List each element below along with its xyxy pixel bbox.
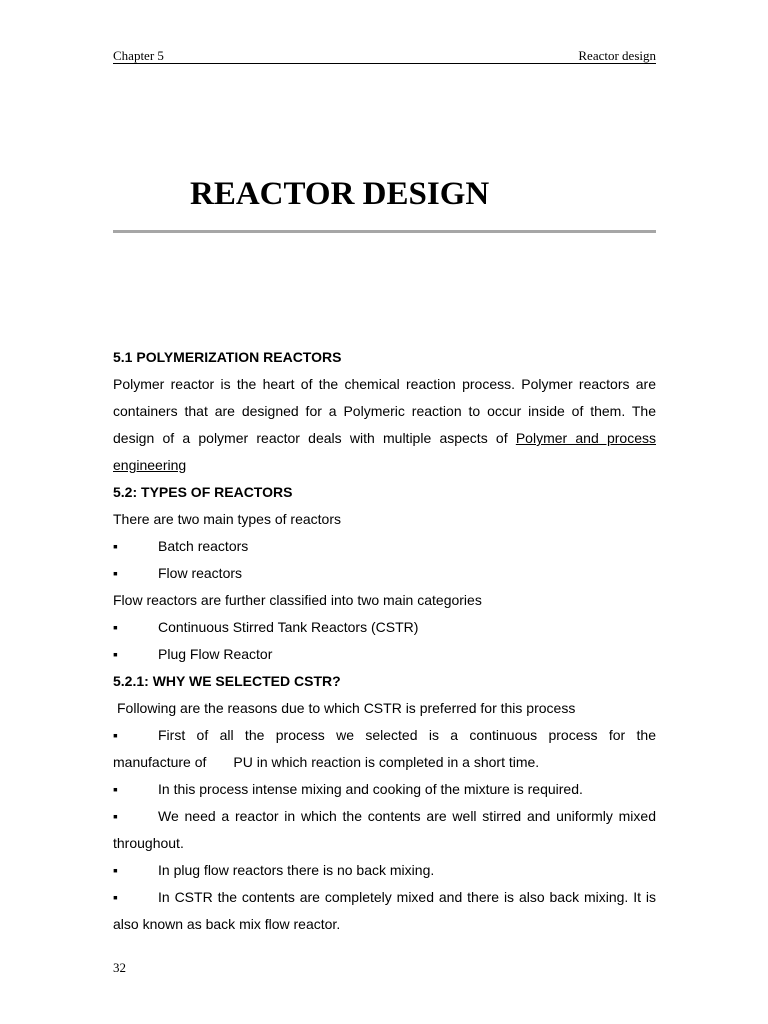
reason-item-1: [113, 722, 656, 776]
reason-item-3: [113, 803, 656, 857]
bullet-icon: ▪: [113, 538, 118, 554]
types-intro: There are two main types of reactors: [113, 511, 341, 527]
heading-5-2: 5.2: TYPES OF REACTORS: [113, 484, 293, 500]
list-item-text: Plug Flow Reactor: [158, 646, 273, 662]
reason-5-text: In CSTR the contents are completely mixed and there is also back mixing. It is also known as back mix flow reactor.: [113, 889, 656, 932]
list-item-cstr: [113, 614, 656, 641]
reason-1-line-2: [113, 749, 656, 776]
document-body: [113, 344, 656, 938]
reason-2-text: In this process intense mixing and cooking of the mixture is required.: [158, 781, 583, 797]
reason-3-text: We need a reactor in which the contents are well stirred and uniformly mixed throughout.: [113, 808, 656, 851]
page-title: REACTOR DESIGN: [190, 176, 490, 212]
title-divider: [113, 230, 656, 233]
list-item-flow-reactors: [113, 560, 656, 587]
bullet-icon: ▪: [113, 619, 118, 635]
reason-1-text-b1: manufacture of: [113, 754, 207, 770]
list-item-batch-reactors: [113, 533, 656, 560]
list-item-text: Batch reactors: [158, 538, 249, 554]
reason-1-text-a: First of all the process we selected is a continuous process for the: [158, 727, 656, 743]
paragraph-polymer-reactor: [113, 371, 656, 479]
heading-5-2-1: 5.2.1: WHY WE SELECTED CSTR?: [113, 673, 341, 689]
list-item-text: Flow reactors: [158, 565, 243, 581]
running-header: [113, 48, 656, 64]
reason-item-4: [113, 857, 656, 884]
heading-5-1: 5.1 POLYMERIZATION REACTORS: [113, 349, 342, 365]
bullet-icon: ▪: [113, 889, 118, 905]
list-item-plug-flow: [113, 641, 656, 668]
reason-item-2: [113, 776, 656, 803]
bullet-icon: ▪: [113, 781, 118, 797]
flow-intro: Flow reactors are further classified into two main categories: [113, 592, 482, 608]
bullet-icon: ▪: [113, 727, 118, 743]
paragraph-polymer-reactor-text: Polymer reactor is the heart of the chemical reaction process. Polymer reactors are containers that are designed for a Polymeric reaction to occur inside of them. The design of a polymer reactor deals with multiple aspects of: [113, 376, 656, 446]
page-number: 32: [113, 960, 126, 975]
section-label: Reactor design: [578, 48, 656, 63]
reason-item-5: [113, 884, 656, 938]
bullet-icon: ▪: [113, 565, 118, 581]
polymer-process-engineering-link[interactable]: Polymer and process engineering: [113, 430, 656, 473]
reason-4-text: In plug flow reactors there is no back mixing.: [158, 862, 435, 878]
bullet-icon: ▪: [113, 862, 118, 878]
reason-1-line-1: [113, 722, 656, 749]
chapter-label: Chapter 5: [113, 48, 164, 63]
list-item-text: Continuous Stirred Tank Reactors (CSTR): [158, 619, 419, 635]
reasons-intro: Following are the reasons due to which CSTR is preferred for this process: [117, 700, 576, 716]
reason-1-text-b2: PU in which reaction is completed in a short time.: [233, 754, 540, 770]
bullet-icon: ▪: [113, 646, 118, 662]
bullet-icon: ▪: [113, 808, 118, 824]
